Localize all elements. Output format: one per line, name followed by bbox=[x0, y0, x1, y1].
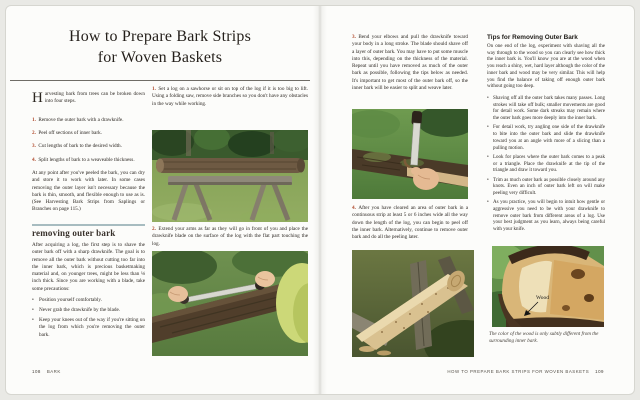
bullet-dot: • bbox=[32, 307, 34, 314]
step-list-item bbox=[32, 143, 145, 150]
bullet-dot: • bbox=[487, 154, 489, 160]
page-number-left: 108 bbox=[32, 369, 41, 374]
photo-drawknife-placement-art bbox=[152, 251, 308, 356]
step-number: 2. bbox=[32, 130, 36, 137]
tip-item bbox=[487, 178, 605, 198]
instruction-step-4 bbox=[352, 205, 468, 241]
tip-text: Trim as much outer bark as possible closely around any knots. Even an inch of outer bark left on will make peeling very difficult. bbox=[493, 177, 605, 196]
step-text: Set a log on a sawhorse or sit on top of the log if it is too big to lift. Using a folding saw, remove side branches so you don't have any obstacles in the way while working. bbox=[152, 86, 308, 107]
photo-log-on-sawhorse bbox=[152, 130, 308, 222]
tip-text: Shaving off all the outer bark takes many passes. Long strokes will take off bulk; smaller movements are good for detail work. Some dark streaks may remain where the outer bark goes more deeply into the inner bark. bbox=[493, 96, 605, 122]
page-number-right: 109 bbox=[595, 369, 604, 374]
page-title-line1: How to Prepare Bark Strips bbox=[68, 28, 252, 45]
photo-shaving-outer-bark-art bbox=[352, 109, 468, 199]
page-gutter bbox=[313, 6, 327, 394]
tip-item bbox=[487, 125, 605, 152]
bullet-dot: • bbox=[487, 200, 489, 206]
step-text: Cut lengths of bark to the desired width. bbox=[38, 143, 122, 150]
section-body: After acquiring a log, the first step is to shave the outer bark off with a sharp drawknife. The goal is to remove all the outer bark without cutting too far into the inner bark, which is precious basketmaking material and, on younger trees, might be less than ⅛ inch thick. Since you are working with a blade, take some precautions: bbox=[32, 242, 145, 292]
tip-text: Look for places where the outer bark comes to a peak or a triangle. Place the drawknife at the tip of the triangle and draw it toward you. bbox=[493, 154, 605, 174]
wood-label: Wood bbox=[536, 295, 550, 301]
step-text: Peel off sections of inner bark. bbox=[38, 130, 102, 137]
bullet-dot: • bbox=[487, 177, 489, 183]
tip-item bbox=[487, 96, 605, 123]
intro-text: arvesting bark from trees can be broken down into four steps. bbox=[44, 91, 145, 105]
photo-peeled-log bbox=[352, 250, 474, 357]
step-list-item bbox=[32, 157, 145, 164]
step-number: 1. bbox=[32, 117, 36, 123]
section-heading: removing outer bark bbox=[32, 228, 116, 238]
bullet-text: Position yourself comfortably. bbox=[39, 297, 102, 303]
step-number: 4. bbox=[32, 156, 36, 163]
step-list-item bbox=[32, 117, 145, 124]
step-text: After you have cleared an area of outer bark in a continuous strip at least 5 or 6 inches wide all the way down the length of the log, you can begin to peel off the inner bark. Alternatively, continue to remove outer bark and do all the peeling later. bbox=[352, 205, 468, 241]
title-rule bbox=[10, 80, 310, 81]
bullet-dot: • bbox=[487, 96, 489, 101]
page-title-line2: for Woven Baskets bbox=[97, 48, 223, 66]
section-rule bbox=[32, 224, 145, 226]
tips-list bbox=[487, 96, 605, 236]
tip-text: For detail work, try angling one side of the drawknife to bite into the outer bark and slide the drawknife toward you at an angle with more of a slicing than a pulling motion. bbox=[493, 125, 605, 151]
bullet-text: Keep your knees out of the way if you're sitting on the log from which you're removing the outer bark. bbox=[39, 317, 145, 338]
tip-item bbox=[487, 200, 605, 234]
photo-shaving-outer-bark bbox=[352, 109, 468, 199]
photo-peeled-log-art bbox=[352, 250, 474, 357]
step-text: Split lengths of bark to a weaveable thickness. bbox=[38, 156, 135, 163]
tips-intro: On one end of the log, experiment with shaving all the way through to the wood so you can clearly see how thick the inner bark is. You'll know you are at the wood when you reach a shiny, wet, hard layer although the color of the inner bark and wood may be very similar. This will help you find the balance of taking off enough outer bark without going too deep. bbox=[487, 44, 605, 90]
bullet-text: Never grab the drawknife by the blade. bbox=[39, 307, 121, 314]
tip-item bbox=[487, 155, 605, 175]
instruction-step-3 bbox=[352, 34, 468, 92]
footer-topic: BARK bbox=[46, 369, 61, 374]
drop-cap: H bbox=[32, 90, 43, 106]
intro-paragraph bbox=[32, 91, 145, 106]
step-number: 2. bbox=[152, 226, 156, 232]
photo-log-on-sawhorse-art bbox=[152, 130, 308, 222]
precaution-list bbox=[32, 297, 145, 342]
footer-title: HOW TO PREPARE BARK STRIPS FOR WOVEN BASKETS bbox=[447, 369, 590, 374]
instruction-step-2 bbox=[152, 226, 308, 248]
bullet-item bbox=[32, 297, 145, 304]
step-number: 3. bbox=[352, 34, 356, 40]
tips-heading: Tips for Removing Outer Bark bbox=[487, 34, 578, 41]
tip-text: As you practice, you will begin to intuit how gentle or aggressive you need to be with your drawknife to remove outer bark from different areas of a log. Use your best judgment as you learn, always being careful with your knife. bbox=[493, 200, 605, 233]
step-text: Extend your arms as far as they will go in front of you and place the drawknife blade on the surface of the log with the flat part touching the log. bbox=[152, 226, 308, 247]
photo-wood-closeup-art bbox=[492, 246, 604, 327]
bullet-dot: • bbox=[32, 317, 34, 324]
bullet-dot: • bbox=[487, 125, 489, 131]
page-title bbox=[10, 27, 310, 68]
step-number: 4. bbox=[352, 205, 356, 211]
step-number: 3. bbox=[32, 143, 36, 150]
footer-right bbox=[352, 369, 604, 374]
step-list-item bbox=[32, 130, 145, 137]
instruction-step-1 bbox=[152, 86, 308, 108]
step-text: Remove the outer bark with a drawknife. bbox=[38, 117, 124, 123]
photo-wood-closeup bbox=[492, 246, 604, 327]
bullet-dot: • bbox=[32, 297, 34, 303]
photo-caption: The color of the wood is only subtly different from the surrounding inner bark. bbox=[489, 331, 599, 344]
footer-left bbox=[32, 369, 61, 374]
step-number: 1. bbox=[152, 86, 156, 92]
step-list bbox=[32, 117, 145, 170]
step-text: Bend your elbows and pull the drawknife toward your body in a long stroke. The blade should shave off a layer of outer bark. You may have to put some muscle into this, depending on the thickness of the material. Repeat until you have removed as much of the outer bark as possible, following the tips below as needed. It's important to get most of the outer bark off, so the inner bark will be easier to split and weave later. bbox=[352, 34, 468, 92]
bullet-item bbox=[32, 317, 145, 339]
body-paragraph: At any point after you've peeled the bark, you can dry and store it to work with later. In some cases removing the outer layer isn't necessary because the bark is thin, smooth, and flexible enough to use as is. (See Harvesting Bark Strips from Saplings or Branches on page 115.) bbox=[32, 170, 145, 213]
photo-drawknife-placement bbox=[152, 251, 308, 356]
bullet-item bbox=[32, 307, 145, 314]
